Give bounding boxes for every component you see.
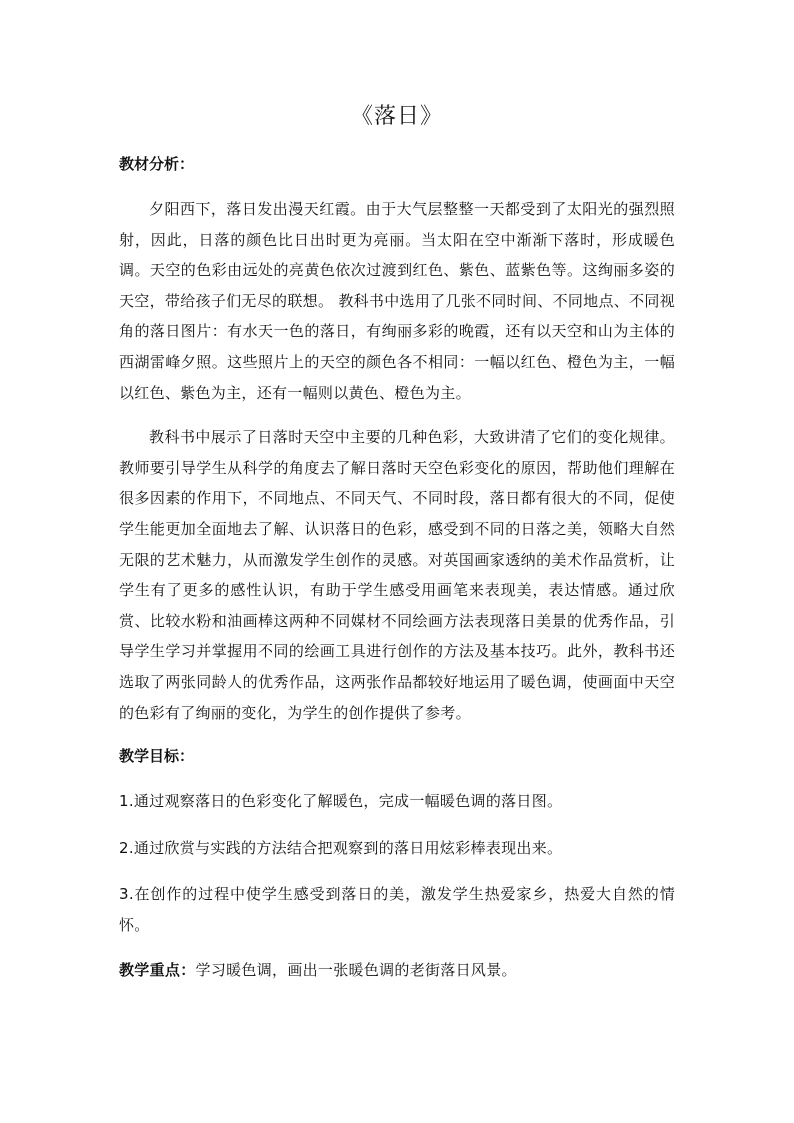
document-title: 《落日》 <box>350 104 443 129</box>
key-point <box>119 956 675 984</box>
goal-item-2: 2.通过欣赏与实践的方法结合把观察到的落日用炫彩棒表现出来。 <box>119 838 563 857</box>
analysis-paragraph-2: 教科书中展示了日落时天空中主要的几种色彩，大致讲清了它们的变化规律。教师要引导学生从科学的角度去了解日落时天空色彩变化的原因，帮助他们理解在很多因素的作用下，不同地点、不同天气、不同时段，落日都有很大的不同，促使学生能更加全面地去了解、认识落日的色彩，感受到不同的日落之美，领略大自然无限的艺术魅力，从而激发学生创作的灵感。对英国画家透纳的美术作品赏析，让学生有了更多的感性认识，有助于学生感受用画笔来表现美，表达情感。通过欣赏、比较水粉和油画棒这两种不同媒材不同绘画方法表现落日美景的优秀作品，引导学生学习并掌握用不同的绘画工具进行创作的方法及基本技巧。此外，教科书还选取了两张同龄人的优秀作品，这两张作品都较好地运用了暖色调，使画面中天空的色彩有了绚丽的变化，为学生的创作提供了参考。 <box>119 428 675 722</box>
document-body <box>119 150 675 984</box>
goals-heading: 教学目标： <box>119 747 195 766</box>
analysis-paragraph-1: 夕阳西下，落日发出漫天红霞。由于大气层整整一天都受到了太阳光的强烈照射，因此，日落的颜色比日出时更为亮丽。当太阳在空中渐渐下落时，形成暖色调。天空的色彩由远处的亮黄色依次过渡到红色、紫色、蓝紫色等。这绚丽多姿的天空，带给孩子们无尽的联想。 教科书中选用了几张不同时间、不同地点、不同视角的落日图片：有水天一色的落日，有绚丽多彩的晚霞，还有以天空和山为主体的西湖雷峰夕照。这些照片上的天空的颜色各不相同：一幅以红色、橙色为主，一幅以红色、紫色为主，还有一幅则以黄色、橙色为主。 <box>119 200 675 402</box>
goal-item-3: 3.在创作的过程中使学生感受到落日的美，激发学生热爱家乡，热爱大自然的情怀。 <box>119 885 675 934</box>
key-point-text: 学习暖色调，画出一张暖色调的老街落日风景。 <box>195 961 517 980</box>
analysis-heading: 教材分析： <box>119 155 195 173</box>
goal-item-1: 1.通过观察落日的色彩变化了解暖色，完成一幅暖色调的落日图。 <box>119 792 563 811</box>
key-point-label: 教学重点： <box>119 961 196 980</box>
